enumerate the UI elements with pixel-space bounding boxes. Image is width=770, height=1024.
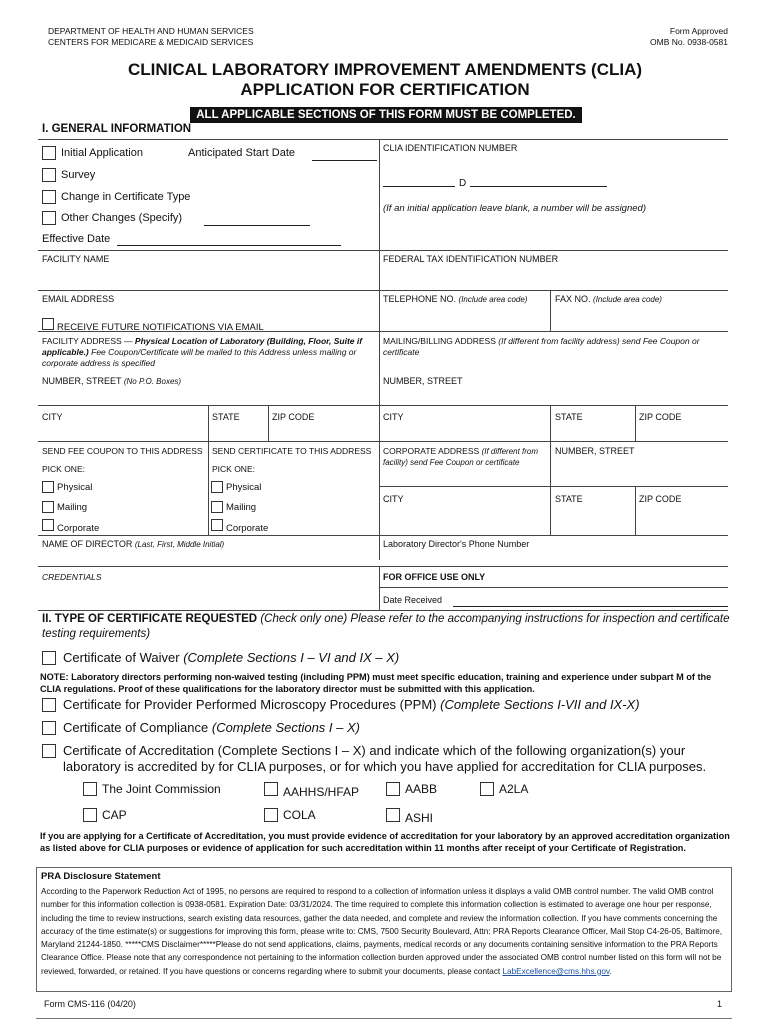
mailing-address-note: (If different from facility address) send Fee Coupon or certificate — [383, 336, 700, 357]
office-use-label: FOR OFFICE USE ONLY — [383, 572, 486, 582]
mailing-city-label: CITY — [383, 412, 404, 422]
facility-city-label: CITY — [42, 412, 63, 422]
org-checkbox-ashi[interactable] — [386, 808, 400, 822]
director-label — [42, 539, 224, 550]
form-title — [0, 60, 770, 100]
pra-body — [41, 885, 727, 978]
receive-notifications-checkbox[interactable] — [42, 318, 54, 330]
cert-physical-option[interactable] — [211, 481, 261, 493]
other-changes-option[interactable] — [42, 211, 182, 225]
mailing-state-label: STATE — [555, 412, 583, 422]
ppm-option[interactable] — [42, 697, 640, 712]
facility-zip-label: ZIP CODE — [272, 412, 315, 422]
cert-physical-label: Physical — [226, 481, 262, 493]
facility-address-bold: Physical Location of Laboratory (Building, Floor, Suite if applicable.) — [42, 336, 363, 357]
telephone-text: TELEPHONE NO. — [383, 294, 457, 304]
receive-notifications-option[interactable] — [42, 318, 264, 333]
section-2-title: II. TYPE OF CERTIFICATE REQUESTED — [42, 613, 258, 625]
ppm-label: Certificate for Provider Performed Microscopy Procedures (PPM) — [63, 697, 437, 712]
fee-physical-option[interactable] — [42, 481, 92, 493]
org-option-aabb[interactable] — [386, 782, 437, 796]
change-cert-checkbox[interactable] — [42, 190, 56, 204]
survey-label: Survey — [61, 169, 96, 181]
accreditation-text — [63, 743, 706, 775]
clia-id-part-1[interactable] — [383, 186, 455, 187]
initial-application-label: Initial Application — [61, 147, 143, 159]
change-cert-label: Change in Certificate Type — [61, 191, 191, 203]
send-fee-label: SEND FEE COUPON TO THIS ADDRESS — [42, 446, 203, 456]
accreditation-line-2: laboratory is accredited by for CLIA purposes, or for which you have applied for accreditation for CLIA purposes. — [63, 759, 707, 774]
cert-pick-one: PICK ONE: — [212, 464, 255, 474]
org-checkbox-aabb[interactable] — [386, 782, 400, 796]
fee-corporate-checkbox[interactable] — [42, 519, 54, 531]
date-received-label: Date Received — [383, 595, 443, 605]
cert-physical-checkbox[interactable] — [211, 481, 223, 493]
email-label: EMAIL ADDRESS — [42, 294, 115, 304]
corporate-city-label: CITY — [383, 494, 404, 504]
clia-d-label: D — [459, 178, 467, 189]
anticipated-start-label: Anticipated Start Date — [188, 147, 296, 159]
change-cert-option[interactable] — [42, 190, 190, 204]
cert-corporate-label: Corporate — [226, 522, 269, 534]
corporate-address-label: CORPORATE ADDRESS — [383, 446, 480, 456]
fee-physical-checkbox[interactable] — [42, 481, 54, 493]
anticipated-start-field[interactable] — [312, 160, 377, 161]
initial-application-option[interactable] — [42, 146, 143, 160]
facility-address-label: FACILITY ADDRESS — — [42, 336, 133, 346]
compliance-text — [63, 720, 360, 735]
mailing-address-label: MAILING/BILLING ADDRESS — [383, 336, 496, 346]
other-changes-field[interactable] — [204, 225, 310, 226]
director-text: NAME OF DIRECTOR — [42, 539, 133, 549]
survey-option[interactable] — [42, 168, 95, 182]
ppm-text — [63, 697, 640, 712]
fee-mailing-label: Mailing — [57, 501, 88, 513]
pra-email-suffix: . — [609, 966, 612, 976]
compliance-label: Certificate of Compliance — [63, 720, 209, 735]
org-option-a2la[interactable] — [480, 782, 528, 796]
accreditation-checkbox[interactable] — [42, 744, 56, 758]
org-label-aahhs-hfap: AAHHS/HFAP — [283, 785, 360, 799]
org-option-aahhs-hfap[interactable] — [264, 782, 360, 799]
compliance-checkbox[interactable] — [42, 721, 56, 735]
org-option-cap[interactable] — [83, 808, 127, 822]
org-checkbox-cap[interactable] — [83, 808, 97, 822]
ppm-checkbox[interactable] — [42, 698, 56, 712]
org-label-a2la: A2LA — [499, 782, 529, 796]
facility-address-note: Fee Coupon/Certificate will be mailed to this Address unless mailing or corporate address is specified — [42, 347, 357, 368]
omb-number: OMB No. 0938-0581 — [650, 37, 728, 47]
effective-date-label: Effective Date — [42, 233, 111, 245]
fee-physical-label: Physical — [57, 481, 93, 493]
page-number: 1 — [717, 999, 723, 1009]
fed-tax-label: FEDERAL TAX IDENTIFICATION NUMBER — [383, 254, 559, 264]
mailing-street-label: NUMBER, STREET — [383, 376, 463, 386]
clia-id-part-2[interactable] — [470, 186, 607, 187]
org-label-cola: COLA — [283, 808, 316, 822]
completion-banner: ALL APPLICABLE SECTIONS OF THIS FORM MUST BE COMPLETED. — [190, 107, 582, 123]
cert-corporate-option[interactable] — [211, 519, 269, 534]
accreditation-option[interactable] — [42, 743, 706, 775]
clia-note: (If an initial application leave blank, a number will be assigned) — [383, 203, 646, 214]
telephone-note: (Include area code) — [458, 295, 528, 304]
org-checkbox-aahhs-hfap[interactable] — [264, 782, 278, 796]
waiver-checkbox[interactable] — [42, 651, 56, 665]
org-option-joint-commission[interactable] — [83, 782, 221, 796]
compliance-option[interactable] — [42, 720, 360, 735]
form-approved: Form Approved — [669, 26, 728, 36]
facility-name-label: FACILITY NAME — [42, 254, 110, 264]
corporate-address-note: (If different from facility) send Fee Coupon or certificate — [383, 447, 539, 467]
fee-mailing-checkbox[interactable] — [42, 501, 54, 513]
corporate-zip-label: ZIP CODE — [639, 494, 682, 504]
other-changes-checkbox[interactable] — [42, 211, 56, 225]
facility-state-label: STATE — [212, 412, 240, 422]
accreditation-line-1: Certificate of Accreditation (Complete Sections I – X) and indicate which of the following organization(s) your — [63, 743, 686, 758]
org-option-ashi[interactable] — [386, 808, 434, 825]
form-title-line-1: CLINICAL LABORATORY IMPROVEMENT AMENDMENTS (CLIA) — [127, 60, 643, 79]
form-title-line-2: APPLICATION FOR CERTIFICATION — [240, 80, 530, 99]
form-id: Form CMS-116 (04/20) — [44, 999, 136, 1009]
waiver-option[interactable] — [42, 650, 399, 665]
fax-note: (Include area code) — [593, 295, 662, 304]
clia-id-label: CLIA IDENTIFICATION NUMBER — [383, 143, 518, 153]
agency-header — [48, 26, 254, 48]
cert-corporate-checkbox[interactable] — [211, 519, 223, 531]
cert-mailing-option[interactable] — [211, 501, 256, 513]
cert-mailing-checkbox[interactable] — [211, 501, 223, 513]
org-checkbox-cola[interactable] — [264, 808, 278, 822]
mailing-address-block — [383, 336, 728, 358]
org-option-cola[interactable] — [264, 808, 316, 822]
org-checkbox-joint-commission[interactable] — [83, 782, 97, 796]
ppm-note: (Complete Sections I-VII and IX-X) — [440, 697, 640, 712]
mailing-zip-label: ZIP CODE — [639, 412, 682, 422]
org-label-ashi: ASHI — [405, 811, 434, 825]
facility-street-label — [42, 376, 181, 387]
fax-text: FAX NO. — [555, 294, 591, 304]
agency-line-2: CENTERS FOR MEDICARE & MEDICAID SERVICES — [48, 37, 254, 47]
section-2-note: (Check only one) Please refer to the accompanying instructions for inspection and certificate testing requirements) — [42, 613, 730, 640]
telephone-label — [383, 294, 527, 305]
other-changes-label: Other Changes (Specify) — [61, 212, 183, 224]
no-po-note: (No P.O. Boxes) — [123, 377, 182, 386]
pra-text: According to the Paperwork Reduction Act of 1995, no persons are required to respond to a collection of information unless it displays a valid OMB control number. The valid OMB control number for this information collection is 0938-0581. Expiration Date: 03/31/2024. The time required to complete this information collection is estimated to average one hour per response, including the time to review instructions, search existing data resources, gather the data needed, and complete and review the information collection. If you have comments concerning the accuracy of the time estimate(s) or suggestions for improving this form, please write to: CMS, 7500 Security Boulevard, Attn: PRA Reports Clearance Officer, Mail Stop C4-26-05, Baltimore, Maryland 21244-1850. *****CMS Disclaimer*****Please do not send applications, claims, payments, medical records or any documents containing sensitive information to the PRA Reports Clearance Office. Please note that any correspondence not pertaining to the information collection burden approved under the associated OMB control number listed on this form will not be reviewed, forwarded, or retained. If you have questions or concerns regarding where to submit your documents, please contact — [41, 887, 723, 976]
fee-corporate-label: Corporate — [57, 522, 100, 534]
initial-application-checkbox[interactable] — [42, 146, 56, 160]
waiver-note: (Complete Sections I – VI and IX – X) — [183, 650, 400, 665]
fee-corporate-option[interactable] — [42, 519, 100, 534]
director-phone-label: Laboratory Director's Phone Number — [383, 539, 530, 549]
effective-date-field[interactable] — [117, 245, 341, 246]
org-label-joint-commission: The Joint Commission — [102, 782, 221, 796]
send-cert-label: SEND CERTIFICATE TO THIS ADDRESS — [212, 446, 372, 456]
corporate-state-label: STATE — [555, 494, 583, 504]
corporate-address-block — [383, 446, 548, 468]
compliance-note: (Complete Sections I – X) — [211, 720, 360, 735]
org-label-cap: CAP — [102, 808, 127, 822]
corporate-street-label: NUMBER, STREET — [555, 446, 635, 456]
director-note: (Last, First, Middle Initial) — [134, 540, 225, 549]
facility-address-block — [42, 336, 378, 369]
section-2-heading — [42, 612, 732, 642]
date-received-field[interactable] — [453, 606, 728, 607]
fee-pick-one: PICK ONE: — [42, 464, 85, 474]
pra-heading: PRA Disclosure Statement — [41, 871, 161, 882]
fax-label — [555, 294, 662, 305]
director-note-bold: NOTE: Laboratory directors performing non-waived testing (including PPM) must meet specific education, training and experience under subpart M of the CLIA regulations. Proof of these qualifications for the laboratory director must be submitted with this application. — [40, 672, 712, 694]
facility-street-text: NUMBER, STREET — [42, 376, 122, 386]
section-1-heading: I. GENERAL INFORMATION — [42, 123, 192, 135]
agency-line-1: DEPARTMENT OF HEALTH AND HUMAN SERVICES — [48, 26, 254, 36]
waiver-label: Certificate of Waiver — [63, 650, 180, 665]
receive-notifications-label: RECEIVE FUTURE NOTIFICATIONS VIA EMAIL — [57, 321, 264, 333]
accreditation-evidence-note: If you are applying for a Certificate of Accreditation, you must provide evidence of accreditation for your laboratory by an approved accreditation organization as listed above for CLIA purposes or evidence of application for such accreditation within 11 months after receipt of your Certificate of Registration. — [40, 831, 730, 853]
omb-header — [650, 26, 728, 48]
pra-box — [36, 867, 732, 992]
cert-mailing-label: Mailing — [226, 501, 257, 513]
waiver-text — [63, 650, 399, 665]
org-checkbox-a2la[interactable] — [480, 782, 494, 796]
pra-email-link[interactable]: LabExcellence@cms.hhs.gov — [502, 966, 610, 976]
credentials-label: CREDENTIALS — [42, 572, 102, 582]
survey-checkbox[interactable] — [42, 168, 56, 182]
org-label-aabb: AABB — [405, 782, 438, 796]
fee-mailing-option[interactable] — [42, 501, 87, 513]
